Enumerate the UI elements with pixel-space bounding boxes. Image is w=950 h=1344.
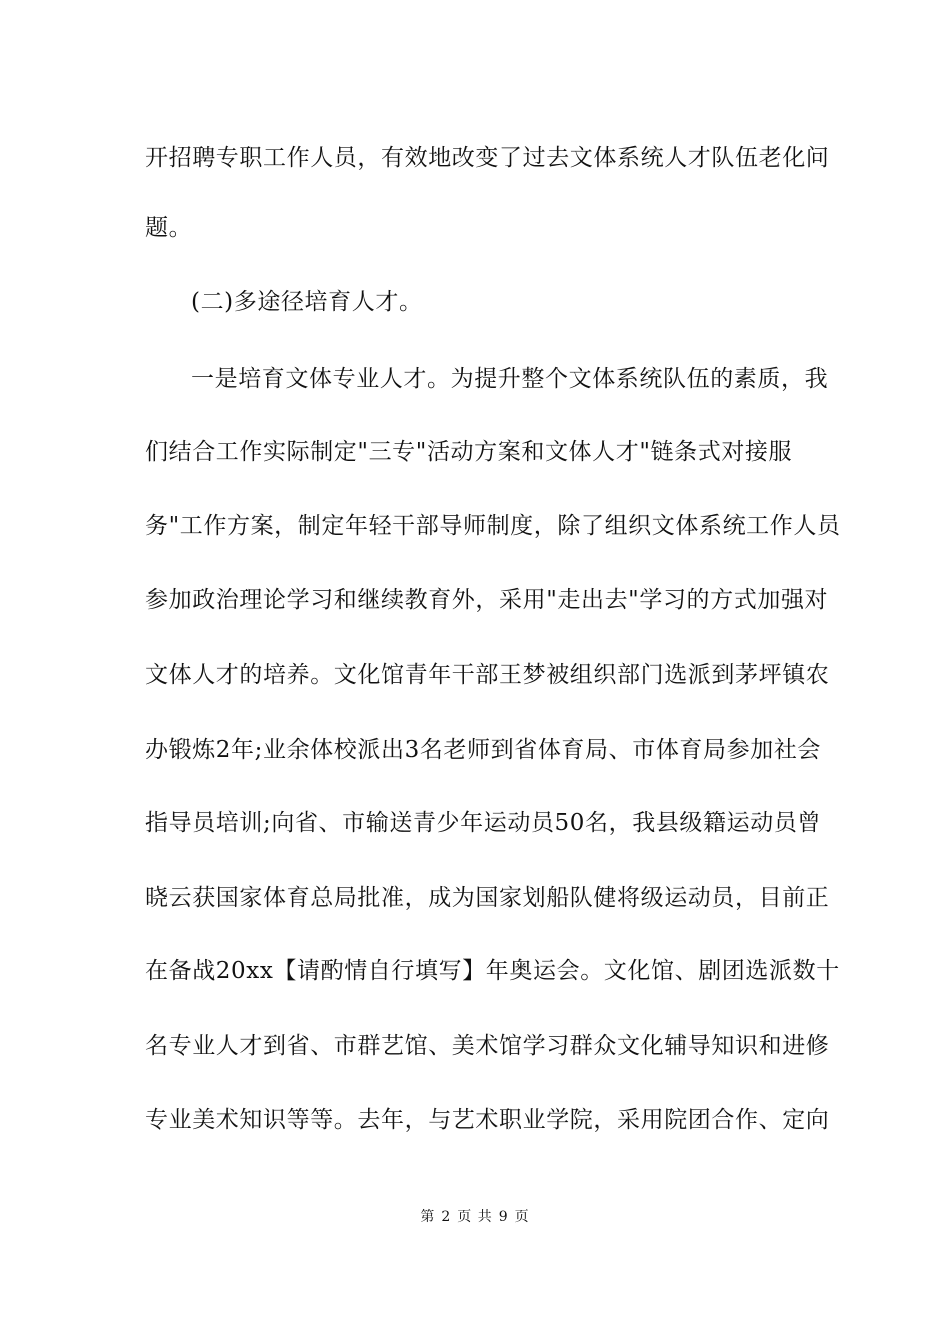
body-line: 专业美术知识等等。去年，与艺术职业学院，采用院团合作、定向 [145,1107,830,1133]
body-line: 务"工作方案，制定年轻干部导师制度，除了组织文体系统工作人员 [145,513,841,539]
body-line: 参加政治理论学习和继续教育外，采用"走出去"学习的方式加强对 [145,587,829,613]
body-line: 们结合工作实际制定"三专"活动方案和文体人才"链条式对接服 [145,439,793,465]
body-line: 名专业人才到省、市群艺馆、美术馆学习群众文化辅导知识和进修 [145,1033,830,1059]
body-line: 题。 [145,215,193,241]
footer-prefix: 第 [420,1209,436,1225]
paragraph-first-line: 一是培育文体专业人才。为提升整个文体系统队伍的素质，我 [191,366,829,392]
footer-page-number: 2 [441,1209,452,1225]
body-line: 晓云获国家体育总局批准，成为国家划船队健将级运动员，目前正 [145,885,830,911]
body-line: 文体人才的培养。文化馆青年干部王梦被组织部门选派到茅坪镇农 [145,662,830,688]
body-line: 办锻炼2年;业余体校派出3名老师到省体育局、市体育局参加社会 [145,737,822,763]
body-line: 指导员培训;向省、市输送青少年运动员50名，我县级籍运动员曾 [145,810,822,836]
footer-middle: 页 共 [457,1209,493,1225]
footer-suffix: 页 [514,1209,530,1225]
body-line: 在备战20xx【请酌情自行填写】年奥运会。文化馆、剧团选派数十 [145,958,840,984]
footer-total-pages: 9 [498,1209,509,1225]
page-footer [0,1208,950,1226]
body-line: 开招聘专职工作人员，有效地改变了过去文体系统人才队伍老化问 [145,145,830,171]
section-heading: (二)多途径培育人才。 [191,289,423,315]
